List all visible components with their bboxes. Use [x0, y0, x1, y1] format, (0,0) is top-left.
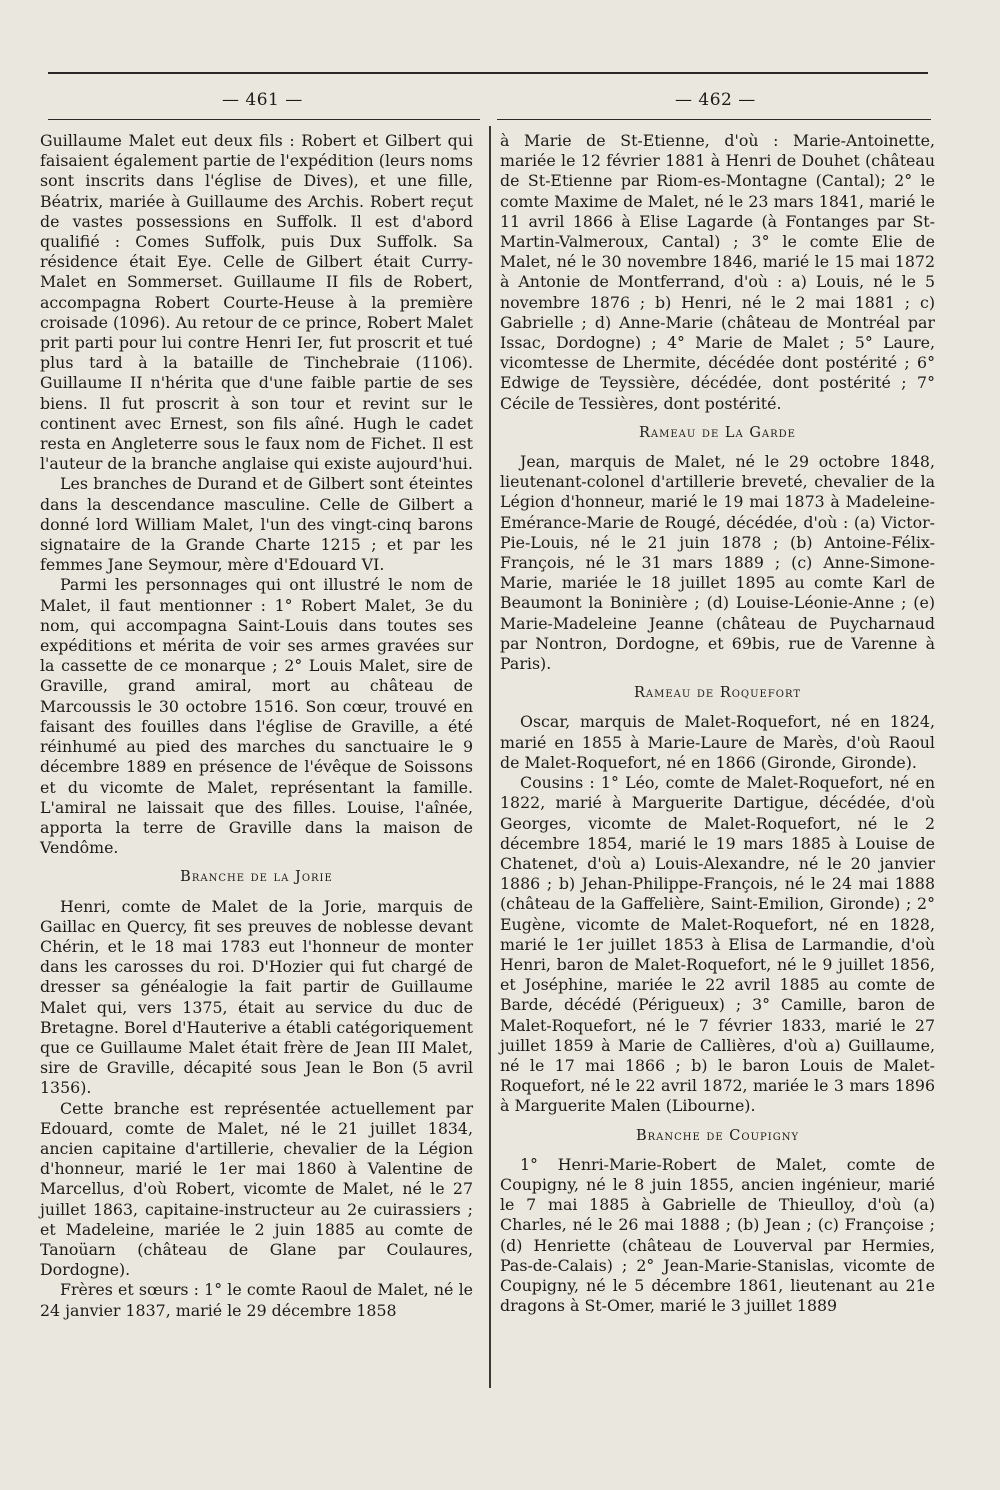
- column-divider: [489, 126, 491, 1388]
- paragraph: à Marie de St-Etienne, d'où : Marie-Antoinette, mariée le 12 février 1881 à Henri de Douhet (château de St-Etienne par Riom-es-Montagne (Cantal); 2° le comte Maxime de Malet, né le 23 mars 1841, marié le 11 avril 1866 à Elise Lagarde (à Fontanges par St-Martin-Valmeroux, Cantal) ; 3° le comte Elie de Malet, né le 30 novembre 1846, marié le 15 mai 1872 à Antonie de Montferrand, d'où : a) Louis, né le 5 novembre 1876 ; b) Henri, né le 2 mai 1881 ; c) Gabrielle ; d) Anne-Marie (château de Montréal par Issac, Dordogne) ; 4° Marie de Malet ; 5° Laure, vicomtesse de Lhermite, décédée dont postérité ; 6° Edwige de Teyssière, décédée, dont postérité ; 7° Cécile de Tessières, dont postérité.: [500, 131, 935, 413]
- paragraph: 1° Henri-Marie-Robert de Malet, comte de Coupigny, né le 8 juin 1855, ancien ingénieur, marié le 7 mai 1885 à Gabrielle de Thieulloy, d'où (a) Charles, né le 26 mai 1888 ; (b) Jean ; (c) Françoise ; (d) Henriette (château de Louverval par Hermies, Pas-de-Calais) ; 2° Jean-Marie-Stanislas, vicomte de Coupigny, né le 5 décembre 1861, lieutenant au 21e dragons à St-Omer, marié le 3 juillet 1889: [500, 1154, 935, 1316]
- right-page-number: — 462 —: [675, 90, 756, 110]
- top-rule: [48, 72, 928, 74]
- right-header-rule: [497, 119, 931, 120]
- right-column: [500, 131, 935, 1316]
- left-column: [40, 131, 473, 1321]
- left-header-rule: [48, 119, 480, 120]
- paragraph: Guillaume Malet eut deux fils : Robert et Gilbert qui faisaient également partie de l'expédition (leurs noms sont inscrits dans l'église de Dives), et une fille, Béatrix, mariée à Guillaume des Archis. Robert reçut de vastes possessions en Suffolk. Il est d'abord qualifié : Comes Suffolk, puis Dux Suffolk. Sa résidence était Eye. Celle de Gilbert était Curry-Malet en Sommerset. Guillaume II fils de Robert, accompagna Robert Courte-Heuse à la première croisade (1096). Au retour de ce prince, Robert Malet prit parti pour lui contre Henri Ier, fut proscrit et tué plus tard à la bataille de Tinchebraie (1106). Guillaume II n'hérita que d'une faible partie de ses biens. Il fut proscrit à son tour et revint sur le continent avec Ernest, son fils aîné. Hugh le cadet resta en Angleterre sous le faux nom de Fichet. Il est l'auteur de la branche anglaise qui existe aujourd'hui.: [40, 131, 473, 474]
- paragraph: Cousins : 1° Léo, comte de Malet-Roquefort, né en 1822, marié à Marguerite Dartigue, décédée, d'où Georges, vicomte de Malet-Roquefort, né le 2 décembre 1854, marié le 19 mars 1885 à Louise de Chatenet, d'où a) Louis-Alexandre, né le 20 janvier 1886 ; b) Jehan-Philippe-François, né le 24 mai 1888 (château de la Gaffelière, Saint-Emilion, Gironde) ; 2° Eugène, vicomte de Malet-Roquefort, né en 1828, marié le 1er juillet 1853 à Elisa de Larmandie, d'où Henri, baron de Malet-Roquefort, né le 9 juillet 1856, et Joséphine, mariée le 22 avril 1885 au comte de Barde, décédé (Périgueux) ; 3° Camille, baron de Malet-Roquefort, né le 7 février 1833, marié le 27 juillet 1859 à Marie de Callières, d'où a) Guillaume, né le 17 mai 1866 ; b) le baron Louis de Malet-Roquefort, né le 22 avril 1872, mariée le 3 mars 1896 à Marguerite Malen (Libourne).: [500, 773, 935, 1116]
- section-heading: Branche de Coupigny: [635, 1127, 800, 1144]
- left-page-number: — 461 —: [222, 90, 303, 110]
- paragraph: Frères et sœurs : 1° le comte Raoul de Malet, né le 24 janvier 1837, marié le 29 décembre 1858: [40, 1280, 473, 1320]
- paragraph: Jean, marquis de Malet, né le 29 octobre 1848, lieutenant-colonel d'artillerie breveté, chevalier de la Légion d'honneur, marié le 19 mai 1873 à Madeleine-Emérance-Marie de Rougé, décédée, d'où : (a) Victor-Pie-Louis, né le 21 juin 1878 ; (b) Antoine-Félix-François, né le 31 mars 1889 ; (c) Anne-Simone-Marie, mariée le 18 juillet 1895 au comte Karl de Beaumont la Boninière ; (d) Louise-Léonie-Anne ; (e) Marie-Madeleine Jeanne (château de Puycharnaud par Nontron, Dordogne, et 69bis, rue de Varenne à Paris).: [500, 452, 935, 674]
- paragraph: Henri, comte de Malet de la Jorie, marquis de Gaillac en Quercy, fit ses preuves de noblesse devant Chérin, et le 18 mai 1783 eut l'honneur de monter dans les carosses du roi. D'Hozier qui fut chargé de dresser sa généalogie la fait partir de Guillaume Malet qui, vers 1375, était au service du duc de Bretagne. Borel d'Hauterive a établi catégoriquement que ce Guillaume Malet était frère de Jean III Malet, sire de Graville, décapité sous Jean le Bon (5 avril 1356).: [40, 896, 473, 1098]
- section-heading: Rameau de Roquefort: [633, 685, 802, 702]
- paragraph: Cette branche est représentée actuellement par Edouard, comte de Malet, né le 21 juillet 1834, ancien capitaine d'artillerie, chevalier de la Légion d'honneur, marié le 1er mai 1860 à Valentine de Marcellus, d'où Robert, vicomte de Malet, né le 27 juillet 1863, capitaine-instructeur au 2e cuirassiers ; et Madeleine, mariée le 2 juin 1885 au comte de Tanoüarn (château de Glane par Coulaures, Dordogne).: [40, 1098, 473, 1280]
- section-heading: Branche de la Jorie: [180, 869, 333, 886]
- paragraph: Oscar, marquis de Malet-Roquefort, né en 1824, marié en 1855 à Marie-Laure de Marès, d'où Raoul de Malet-Roquefort, né en 1866 (Gironde, Gironde).: [500, 712, 935, 772]
- section-heading: Rameau de La Garde: [639, 424, 796, 441]
- paragraph: Les branches de Durand et de Gilbert sont éteintes dans la descendance masculine. Celle de Gilbert a donné lord William Malet, l'un des vingt-cinq barons signataire de la Grande Charte 1215 ; et par les femmes Jane Seymour, mère d'Edouard VI.: [40, 474, 473, 575]
- paragraph: Parmi les personnages qui ont illustré le nom de Malet, il faut mentionner : 1° Robert Malet, 3e du nom, qui accompagna Saint-Louis dans toutes ses expéditions et mérita de voir ses armes gravées sur la cassette de ce monarque ; 2° Louis Malet, sire de Graville, grand amiral, mort au château de Marcoussis le 30 octobre 1516. Son cœur, trouvé en faisant des fouilles dans l'église de Graville, a été réinhumé au pied des marches du sanctuaire le 9 décembre 1889 en présence de l'évêque de Soissons et du vicomte de Malet, représentant la famille. L'amiral ne laissait que des filles. Louise, l'aînée, apporta la terre de Graville dans la maison de Vendôme.: [40, 575, 473, 858]
